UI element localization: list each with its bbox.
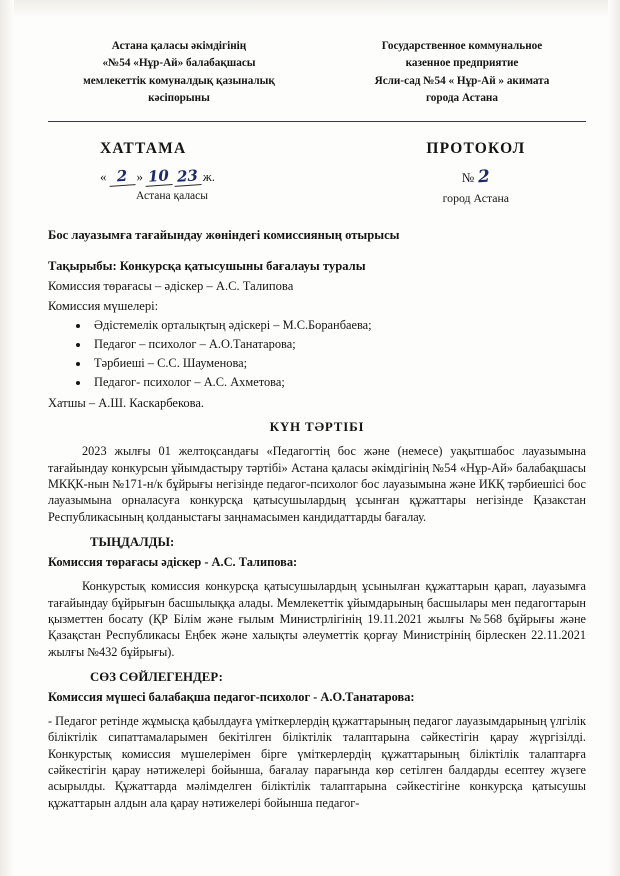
protocol-date: « 2 » 10 23 ж. xyxy=(100,166,215,187)
protocol-title-row xyxy=(48,140,586,206)
protocol-date-day: 2 xyxy=(108,167,135,188)
header-russian-line-1: Государственное коммунальное xyxy=(381,40,543,52)
secretary-line: Хатшы – А.Ш. Каскарбекова. xyxy=(48,396,205,411)
protocol-title-right xyxy=(372,140,586,206)
header-kazakh-block xyxy=(48,38,304,107)
protocol-city-ru: город Астана xyxy=(442,191,510,206)
protocol-number-label: № xyxy=(461,170,475,186)
header-russian-block xyxy=(338,38,586,107)
header-kazakh-line-4: кәсіпорыны xyxy=(148,92,210,105)
header-russian-line-3: Ясли-сад №54 « Нұр-Ай » акимата xyxy=(374,74,550,87)
protocol-title-ru: ПРОТОКОЛ xyxy=(426,140,526,158)
chair-line: Комиссия төрағасы – әдіскер – А.С. Талипова xyxy=(48,279,294,294)
protocol-title-left xyxy=(48,140,372,202)
speaker-paragraph: - Педагог ретінде жұмысқа қабылдауға үміткерлердің құжаттарының педагог лауазымдарының үлгілік біліктілік сипаттамаларымен бекітілген біліктілік талаптарына сәйкестігін қарау жүргізілді. Конкурстық комиссия мүшелерімен бірге үміткерлердің құжаттарының біліктілік талаптарға сәйкестігін қарау нәтижелері бойынша, бағалау парағында көр сетілген балдарды есептеу жүзеге асырылды. Құжаттарда мәлімделген біліктілік талаптарына сәйкестігіне конкурсқа қатысушы құжаттарын алдын ала қарау нәтижелері бойынша педагог- xyxy=(48,713,586,810)
speaker-name: Комиссия мүшесі балабақша педагог-психолог - А.О.Танатарова: xyxy=(48,689,415,704)
members-list xyxy=(48,318,586,390)
members-label: Комиссия мүшелері: xyxy=(48,299,159,314)
listened-subheading: Комиссия төрағасы әдіскер - А.С. Талипова: xyxy=(48,555,298,570)
meeting-title: Бос лауазымға тағайындау жөніндегі комиссияның отырысы xyxy=(48,228,400,243)
protocol-title-kz: ХАТТАМА xyxy=(100,140,187,158)
speakers-heading: СӨЗ СӨЙЛЕГЕНДЕР: xyxy=(90,669,223,684)
subject-label: Тақырыбы: Конкурсқа қатысушыны бағалауы туралы xyxy=(48,259,366,274)
list-item: • Тәрбиеші – С.С. Шауменова; xyxy=(90,356,586,371)
agenda-heading: КҮН ТӘРТІБІ xyxy=(269,419,365,435)
protocol-date-suffix: ж. xyxy=(202,169,215,185)
protocol-number-value: 2 xyxy=(477,167,491,188)
protocol-city-kz: Астана қаласы xyxy=(136,190,208,203)
header-kazakh-line-3: мемлекеттік комуналдық қазыналық xyxy=(83,74,275,87)
header-divider xyxy=(48,121,586,122)
agenda-paragraph: 2023 жылғы 01 желтоқсандағы «Педагогтің бос және (немесе) уақытшабос лауазымына тағайындау конкурсын ұйымдастыру тәртібі» Астана қаласы әкімдігінің №54 «Нұр-Ай» балабақшасы МКҚК-нын №171-н/к бұйрығы негізінде педагог-психолог бос лауазымына және ИКҚ тәрбиешісі бос лауазымына орналасуға конкурсқа қатысушылардың ұсынған құжаттары негізінде Қазакстан Республикасының қолданыстағы заңнамасымен кандидаттарды бағалау. xyxy=(48,444,586,524)
header-russian-line-4: города Астана xyxy=(426,92,498,105)
protocol-date-year: 23 xyxy=(173,167,201,188)
listened-heading: ТЫҢДАЛДЫ: xyxy=(90,535,175,550)
protocol-number xyxy=(372,167,580,187)
list-item: • Педагог – психолог – А.О.Танатарова; xyxy=(90,337,586,352)
list-item: • Әдістемелік орталықтың әдіскері – М.С.Боранбаева; xyxy=(90,318,586,333)
list-item: • Педагог- психолог – А.С. Ахметова; xyxy=(90,375,586,390)
header-kazakh-line-1: Астана қаласы әкімдігінің xyxy=(111,40,247,52)
header-kazakh-line-2: «№54 «Нұр-Ай» балабақшасы xyxy=(102,57,256,70)
document-header xyxy=(48,38,586,107)
listened-paragraph: Конкурстық комиссия конкурсқа қатысушылардың ұсынылған құжаттарын қарап, лауазымға тағайындау бұйрығын басшылыққа алады. Мемлекеттік ұйымдарының басшылары мен педагогтарын қызметтен босату (ҚР Білім және ғылым Министрлігінің 19.11.2021 жылғы №568 бұйрығы және Қазақстан Республикасы Еңбек және халықты әлеуметтік қорғау Министрінің бірлескен 22.11.2021 жылғы №432 бұйрығы). xyxy=(48,579,586,659)
header-russian-line-2: казенное предприятие xyxy=(405,57,519,70)
protocol-date-month: 10 xyxy=(144,167,172,188)
